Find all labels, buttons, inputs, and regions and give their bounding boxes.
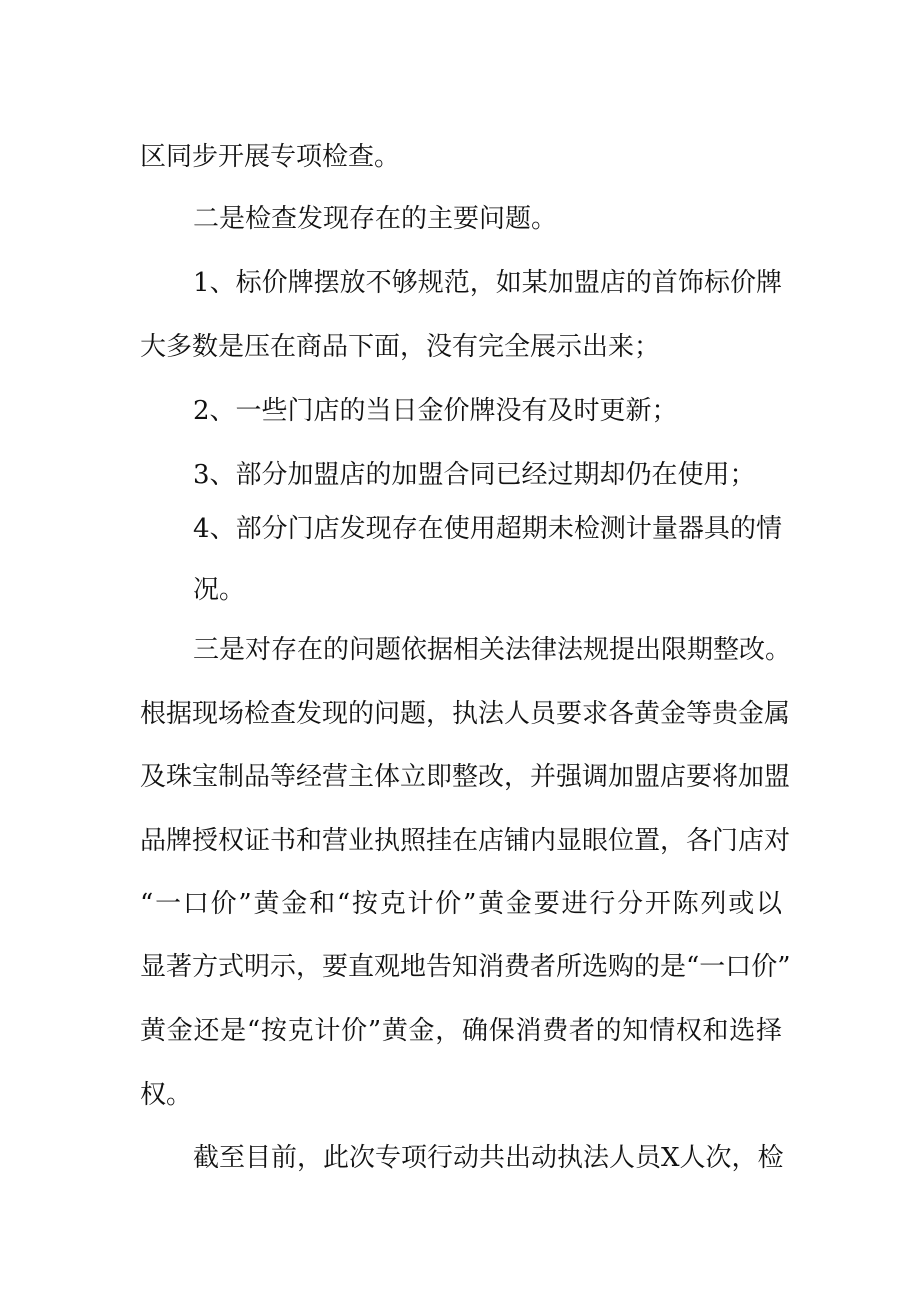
text-line: “一口价”黄金和“按克计价”黄金要进行分开陈列或以 [140,889,782,919]
text-line: 显著方式明示，要直观地告知消费者所选购的是“一口价” [140,952,791,982]
text-line: 区同步开展专项检查。 [140,142,401,172]
text-line: 品牌授权证书和营业执照挂在店铺内显眼位置，各门店对 [140,826,791,856]
text-line: 权。 [140,1080,193,1110]
text-line: 三是对存在的问题依据相关法律法规提出限期整改。 [193,635,792,665]
text-line: 二是检查发现存在的主要问题。 [193,204,558,234]
text-line: 大多数是压在商品下面，没有完全展示出来； [140,332,661,362]
text-line: 截至目前，此次专项行动共出动执法人员X人次，检 [193,1143,784,1173]
text-line: 3、部分加盟店的加盟合同已经过期却仍在使用； [193,460,756,490]
text-line: 根据现场检查发现的问题，执法人员要求各黄金等贵金属 [140,699,791,729]
text-line: 4、部分门店发现存在使用超期未检测计量器具的情 [193,514,782,544]
text-line: 1、标价牌摆放不够规范，如某加盟店的首饰标价牌 [193,268,782,298]
text-line: 黄金还是“按克计价”黄金，确保消费者的知情权和选择 [140,1016,782,1046]
text-line: 及珠宝制品等经营主体立即整改，并强调加盟店要将加盟 [140,762,791,792]
text-line: 况。 [193,575,246,605]
text-line: 2、一些门店的当日金价牌没有及时更新； [193,396,678,426]
